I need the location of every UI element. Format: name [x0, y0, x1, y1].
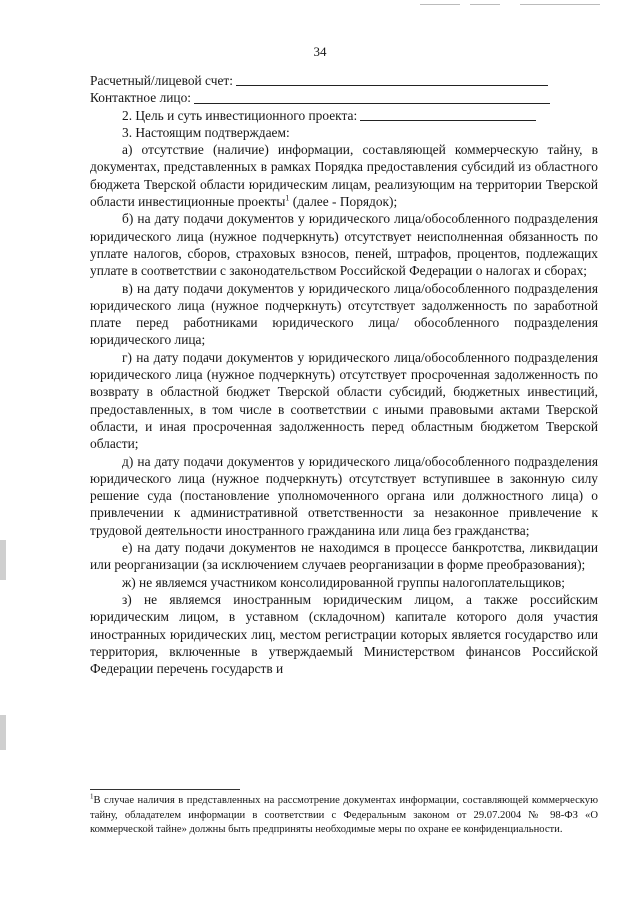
footnote — [90, 794, 598, 838]
scan-artifact — [0, 540, 6, 580]
footnote-ref: 1 — [285, 193, 290, 203]
account-line — [90, 72, 598, 89]
scan-artifact — [420, 4, 460, 5]
paragraph-d: д) на дату подачи документов у юридического лица/обособленного подразделения юридического лица (нужное подчеркнуть) отсутствует вступившее в законную силу решение суда (постановление уполномоченного органа или должностного лица) о привлечении к административной ответственности за незаконное привлечение к трудовой деятельности иностранного гражданина или лица без гражданства; — [90, 453, 598, 538]
paragraph-a-text: а) отсутствие (наличие) информации, составляющей коммерческую тайну, в документах, представленных в рамках Порядка предоставления субсидий из областного бюджета Тверской области юридическим лицам, реализующим на территории Тверской области инвестиционные проекты — [90, 142, 598, 210]
contact-blank — [194, 89, 550, 103]
footnote-marker: 1 — [90, 792, 94, 801]
paragraph-b: б) на дату подачи документов у юридического лица/обособленного подразделения юридического лица (нужное подчеркнуть) отсутствует неисполненная обязанность по уплате налогов, сборов, страховых взносов, пеней, штрафов, процентов, подлежащих уплате в соответствии с законодательством Российской Федерации о налогах и сборах; — [90, 211, 598, 279]
account-label: Расчетный/лицевой счет: — [90, 73, 233, 88]
paragraph-a-tail: (далее - Порядок); — [289, 194, 398, 210]
goal-line — [90, 107, 598, 124]
paragraph-v: в) на дату подачи документов у юридического лица/обособленного подразделения юридического лица (нужное подчеркнуть) отсутствует задолженность по заработной плате перед работниками юридического лица/ обособленного подразделения юридического лица; — [90, 280, 598, 348]
contact-label: Контактное лицо: — [90, 90, 192, 106]
footnote-divider — [90, 789, 240, 790]
paragraph-e: е) на дату подачи документов не находимся в процессе банкротства, ликвидации или реорганизации (за исключением случаев реорганизации в форме преобразования); — [90, 540, 598, 573]
goal-blank — [360, 107, 536, 121]
footnote-text: В случае наличия в представленных на рассмотрение документах информации, составляющей коммерческую тайну, обладателем информации в соответствии с Федеральным законом от 29.07.2004 № 98-ФЗ «О коммерческой тайне» должны быть предприняты необходимые меры по охране ее конфиденциальности. — [90, 795, 598, 836]
goal-label: 2. Цель и суть инвестиционного проекта: — [122, 107, 358, 123]
paragraph-a — [90, 141, 598, 210]
account-blank — [236, 72, 548, 86]
paragraph-g: г) на дату подачи документов у юридического лица/обособленного подразделения юридического лица (нужное подчеркнуть) отсутствует просроченная задолженность по возврату в областной бюджет Тверской области субсидий, бюджетных инвестиций, предоставленных, в том числе в соответствии с иными правовыми актами Тверской области, и иная просроченная задолженность перед областным бюджетом Тверской области; — [90, 349, 598, 452]
document-body — [90, 72, 598, 677]
scan-artifact — [470, 4, 500, 5]
page-number: 34 — [313, 44, 327, 59]
scan-artifact — [0, 715, 6, 750]
contact-line — [90, 89, 598, 106]
scan-artifact — [520, 4, 600, 5]
confirm-heading: 3. Настоящим подтверждаем: — [122, 124, 290, 140]
paragraph-z: з) не являемся иностранным юридическим лицом, а также российским юридическим лицом, в уставном (складочном) капитале которого доля участия иностранных юридических лиц, местом регистрации которых является государство или территория, включенные в утверждаемый Министерством финансов Российской Федерации перечень государств и — [90, 591, 598, 677]
paragraph-zh: ж) не являемся участником консолидированной группы налогоплательщиков; — [122, 574, 566, 590]
